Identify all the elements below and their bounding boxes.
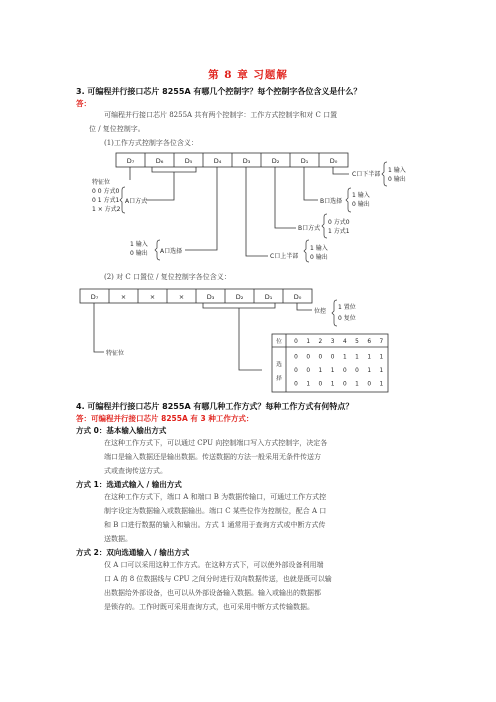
fig1-caption: (1)工作方式控制字各位含义：: [104, 139, 198, 147]
mode-0-line-1: 在这种工作方式下，可以通过 CPU 向控制端口写入方式控制字，决定各: [104, 439, 328, 447]
question-4: 4. 可编程并行接口芯片 8255A 有哪几种工作方式？每种工作方式有何特点？: [76, 402, 354, 411]
mode-word-bit: D₁: [300, 157, 309, 165]
table-cell: 0: [318, 354, 323, 361]
brace: [322, 214, 327, 238]
mode-1-line-2: 制字设定为数据输入或数据输出。端口 C 某些位作为控制位，配合 A 口: [104, 507, 327, 515]
fig2-caption: (2) 对 C 口置位 / 复位控制字各位含义：: [104, 273, 231, 281]
mode-0-title: 方式 0：基本输入输出方式: [76, 426, 167, 435]
mode-word-bit: D₄: [213, 157, 222, 165]
table-cell: 0: [318, 381, 323, 388]
mode-word-bit: D₀: [329, 157, 338, 165]
setreset-word-bit: ×: [178, 293, 185, 301]
table-cell: 0: [342, 368, 347, 374]
a-select-option: 0 输出: [130, 250, 148, 257]
chapter-title: 第 8 章 习题解: [208, 69, 288, 81]
a-mode-option: 0 1 方式1: [92, 197, 120, 204]
table-cell: 1: [379, 381, 384, 388]
setreset-word-bit: D₂: [235, 293, 244, 301]
table-cell: 0: [306, 354, 311, 361]
table-cell: 3: [330, 339, 335, 345]
question-3: 3. 可编程并行接口芯片 8255A 有哪几个控制字？每个控制字各位含义是什么？: [76, 87, 362, 96]
mode-2-line-2: 口 A 的 8 位数据线与 CPU 之间分时进行双向数据传送，也就是既可以输: [104, 575, 332, 583]
table-cell: 0: [294, 381, 298, 388]
answer-4: 答：可编程并行接口芯片 8255A 有 3 种工作方式：: [76, 414, 254, 423]
table-cell: 6: [367, 339, 372, 345]
c-lower-label: C口下半部: [352, 171, 381, 178]
setreset-word-bit: D₃: [206, 293, 215, 301]
table-cell: 1: [355, 354, 359, 361]
mode-1-line-4: 送数据。: [104, 535, 132, 543]
brace: [332, 300, 337, 326]
q3-intro-line-1: 可编程并行接口芯片 8255A 共有两个控制字：工作方式控制字和对 C 口置: [104, 111, 338, 119]
table-cell: 0: [355, 368, 359, 374]
mode-word-bit: D₇: [126, 157, 135, 165]
table-cell: 1: [330, 381, 335, 388]
table-side-head: 选: [276, 362, 282, 368]
setreset-word-bit: D₀: [293, 293, 302, 301]
b-mode-option: 0 方式0: [328, 219, 350, 226]
table-cell: 1: [379, 368, 384, 374]
table-cell: 0: [306, 368, 311, 374]
table-cell: 1: [306, 339, 311, 345]
mode-word-bit: D₂: [271, 157, 280, 165]
table-cell: 0: [330, 354, 335, 361]
table-row-head: 位: [276, 339, 282, 345]
mode-word-bit: D₆: [155, 157, 164, 165]
setreset-word-bit: D₁: [264, 293, 273, 301]
set-bit-label: 位控: [314, 308, 327, 315]
set-reset-option: 1 置位: [338, 304, 356, 311]
b-select-option: 0 输出: [352, 201, 370, 208]
mode-2-line-4: 是锁存的。工作时既可采用查询方式，也可采用中断方式传输数据。: [104, 603, 314, 611]
table-cell: 1: [306, 381, 311, 388]
table-cell: 1: [367, 368, 372, 374]
c-upper-option: 0 输出: [310, 254, 328, 261]
table-cell: 0: [294, 354, 298, 361]
table-cell: 1: [330, 368, 335, 374]
table-cell: 0: [342, 381, 347, 388]
table-cell: 1: [318, 368, 323, 374]
mode-0-line-3: 式或查询传送方式。: [104, 467, 167, 475]
a-mode-option: 0 0 方式0: [92, 188, 120, 195]
table-cell: 0: [294, 368, 298, 374]
table-cell: 7: [379, 339, 384, 345]
answer-3-label: 答：: [76, 99, 91, 108]
flag-bit-label: 特征位: [92, 179, 111, 186]
table-cell: 0: [294, 339, 298, 345]
mode-2-line-3: 出数据给外部设备，也可以从外部设备输入数据。输入或输出的数据都: [104, 589, 321, 597]
table-cell: 2: [318, 339, 323, 345]
mode-2-title: 方式 2：双向选通输入 / 输出方式: [76, 548, 190, 557]
b-select-option: 1 输入: [352, 192, 370, 199]
mode-1-line-3: 和 B 口进行数据的输入和输出。方式 1 通常用于查询方式或中断方式传: [104, 521, 326, 529]
c-upper-label: C口上半部: [270, 253, 299, 260]
setreset-flag-label: 特征位: [106, 350, 125, 357]
mode-0-line-2: 端口是输入数据还是输出数据。传送数据的方法一般采用无条件传送方: [104, 453, 321, 461]
table-cell: 5: [355, 339, 359, 345]
set-reset-option: 0 复位: [338, 315, 356, 322]
table-cell: 0: [367, 381, 372, 388]
table-side-head: 择: [276, 376, 282, 382]
brace: [346, 188, 351, 212]
b-mode-option: 1 方式1: [328, 228, 350, 235]
c-upper-option: 1 输入: [310, 245, 328, 252]
mode-word-bit: D₃: [242, 157, 251, 165]
mode-1-title: 方式 1：选通式输入 / 输出方式: [76, 480, 182, 489]
setreset-word-bit: ×: [120, 293, 127, 301]
mode-1-line-1: 在这种工作方式下，端口 A 和端口 B 为数据传输口，可通过工作方式控: [104, 493, 327, 501]
c-lower-option: 1 输入: [388, 167, 406, 174]
brace: [304, 240, 309, 262]
mode-2-line-1: 仅 A 口可以采用这种工作方式。在这种方式下，可以使外部设备利用端: [104, 561, 324, 569]
mode-word-bit: D₅: [184, 157, 193, 165]
table-cell: 1: [342, 354, 347, 361]
b-mode-label: B口方式: [298, 225, 321, 232]
a-select-option: 1 输入: [130, 241, 148, 248]
setreset-word-bit: ×: [149, 293, 156, 301]
table-cell: 1: [367, 354, 372, 361]
table-cell: 1: [379, 354, 384, 361]
setreset-word-bit: D₇: [90, 293, 99, 301]
c-lower-option: 0 输出: [388, 176, 406, 183]
table-cell: 1: [355, 381, 359, 388]
a-select-label: A口选择: [160, 248, 183, 255]
b-select-label: B口选择: [320, 198, 343, 205]
brace: [382, 162, 387, 186]
table-cell: 4: [342, 339, 347, 345]
q3-intro-line-2: 位 / 复位控制字。: [89, 125, 145, 133]
a-mode-label: A口方式: [125, 198, 148, 205]
a-mode-option: 1 × 方式2: [92, 206, 121, 213]
